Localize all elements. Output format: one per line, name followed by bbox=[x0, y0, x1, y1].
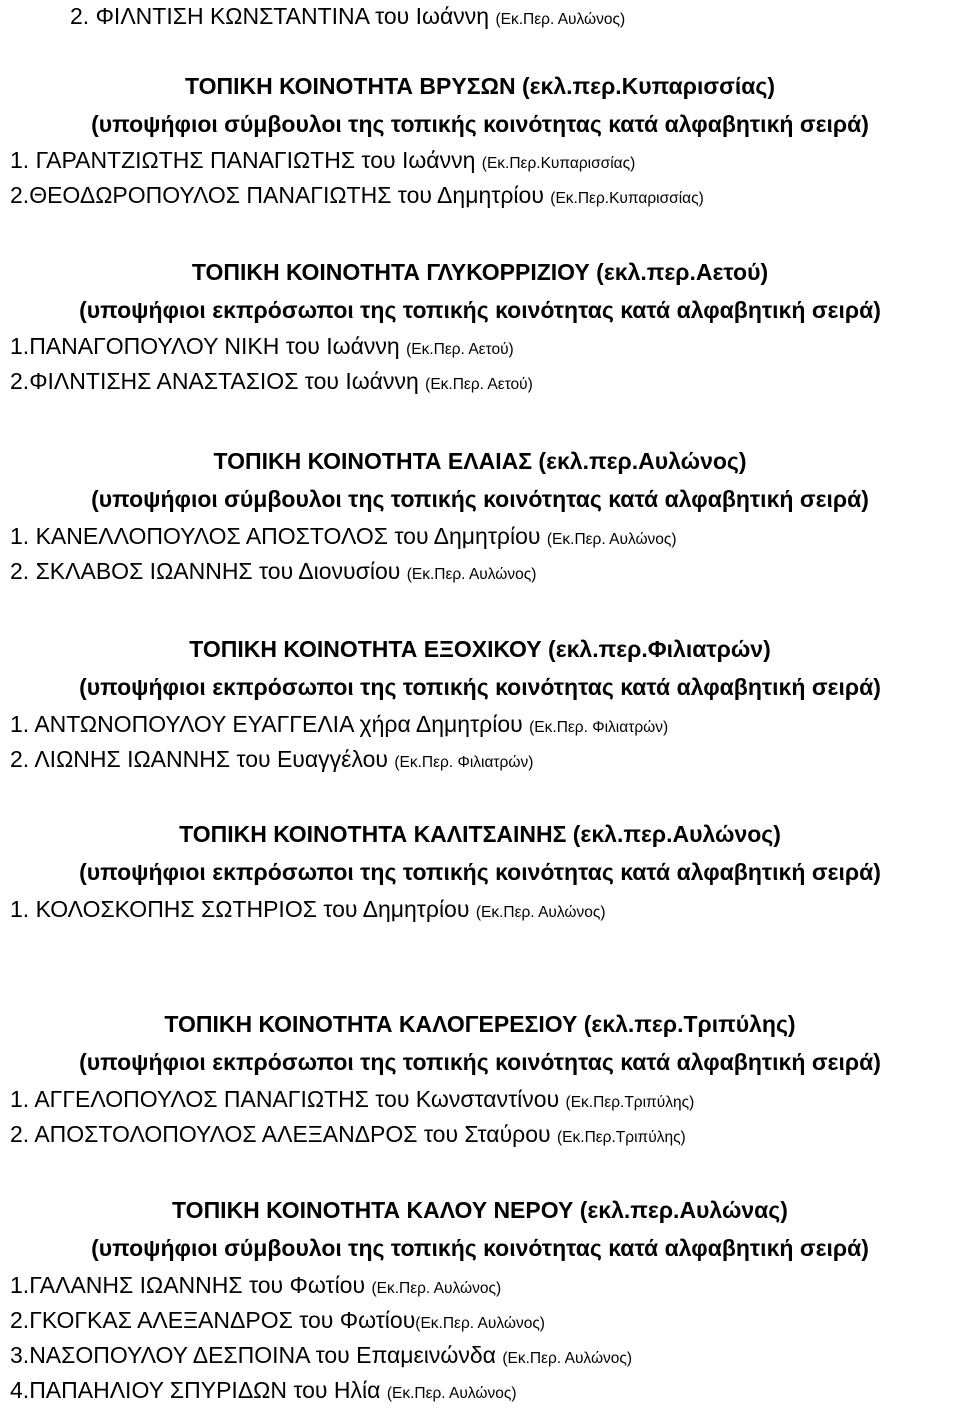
section-title: ΤΟΠΙΚΗ ΚΟΙΝΟΤΗΤΑ ΚΑΛΙΤΣΑΙΝΗΣ (εκλ.περ.Αυλώνος) bbox=[179, 821, 781, 847]
list-item: 2. ΦΙΛΝΤΙΣΗ ΚΩΝΣΤΑΝΤΙΝΑ του Ιωάννη (Εκ.Περ. Αυλώνος) bbox=[70, 3, 626, 29]
list-item: 2.ΦΙΛΝΤΙΣΗΣ ΑΝΑΣΤΑΣΙΟΣ του Ιωάννη (Εκ.Περ. Αετού) bbox=[10, 368, 533, 394]
section-title: ΤΟΠΙΚΗ ΚΟΙΝΟΤΗΤΑ ΕΛΑΙΑΣ (εκλ.περ.Αυλώνος) bbox=[213, 448, 747, 474]
section-title: ΤΟΠΙΚΗ ΚΟΙΝΟΤΗΤΑ ΒΡΥΣΩΝ (εκλ.περ.Κυπαρισσίας) bbox=[184, 73, 776, 99]
list-item: 1. ΑΓΓΕΛΟΠΟΥΛΟΣ ΠΑΝΑΓΙΩΤΗΣ του Κωνσταντίνου (Εκ.Περ.Τριπύλης) bbox=[10, 1086, 695, 1112]
list-item: 1.ΓΑΛΑΝΗΣ ΙΩΑΝΝΗΣ του Φωτίου (Εκ.Περ. Αυλώνος) bbox=[10, 1272, 502, 1298]
list-item: 1.ΠΑΝΑΓΟΠΟΥΛΟΥ ΝΙΚΗ του Ιωάννη (Εκ.Περ. Αετού) bbox=[10, 333, 514, 359]
section-title: ΤΟΠΙΚΗ ΚΟΙΝΟΤΗΤΑ ΕΞΟΧΙΚΟΥ (εκλ.περ.Φιλιατρών) bbox=[189, 636, 771, 662]
section-subtitle: (υποψήφιοι εκπρόσωποι της τοπικής κοινότητας κατά αλφαβητική σειρά) bbox=[79, 674, 881, 700]
list-item: 2. ΛΙΩΝΗΣ ΙΩΑΝΝΗΣ του Ευαγγέλου (Εκ.Περ. Φιλιατρών) bbox=[10, 746, 534, 772]
section-title: ΤΟΠΙΚΗ ΚΟΙΝΟΤΗΤΑ ΚΑΛΟΥ ΝΕΡΟΥ (εκλ.περ.Αυλώνας) bbox=[172, 1197, 788, 1223]
list-item: 2. ΑΠΟΣΤΟΛΟΠΟΥΛΟΣ ΑΛΕΞΑΝΔΡΟΣ του Σταύρου (Εκ.Περ.Τριπύλης) bbox=[10, 1121, 686, 1147]
section-subtitle: (υποψήφιοι εκπρόσωποι της τοπικής κοινότητας κατά αλφαβητική σειρά) bbox=[79, 297, 881, 323]
list-item: 1. ΓΑΡΑΝΤΖΙΩΤΗΣ ΠΑΝΑΓΙΩΤΗΣ του Ιωάννη (Εκ.Περ.Κυπαρισσίας) bbox=[10, 147, 636, 173]
list-item: 1. ΚΑΝΕΛΛΟΠΟΥΛΟΣ ΑΠΟΣΤΟΛΟΣ του Δημητρίου (Εκ.Περ. Αυλώνος) bbox=[10, 523, 677, 549]
section-title: ΤΟΠΙΚΗ ΚΟΙΝΟΤΗΤΑ ΚΑΛΟΓΕΡΕΣΙΟΥ (εκλ.περ.Τριπύλης) bbox=[164, 1011, 796, 1037]
section-subtitle: (υποψήφιοι εκπρόσωποι της τοπικής κοινότητας κατά αλφαβητική σειρά) bbox=[79, 1049, 881, 1075]
section-subtitle: (υποψήφιοι σύμβουλοι της τοπικής κοινότητας κατά αλφαβητική σειρά) bbox=[91, 486, 869, 512]
list-item: 2. ΣΚΛΑΒΟΣ ΙΩΑΝΝΗΣ του Διονυσίου (Εκ.Περ. Αυλώνος) bbox=[10, 558, 537, 584]
list-item: 1. ΚΟΛΟΣΚΟΠΗΣ ΣΩΤΗΡΙΟΣ του Δημητρίου (Εκ.Περ. Αυλώνος) bbox=[10, 896, 606, 922]
list-item: 3.ΝΑΣΟΠΟΥΛΟΥ ΔΕΣΠΟΙΝΑ του Επαμεινώνδα (Εκ.Περ. Αυλώνος) bbox=[10, 1342, 633, 1368]
list-item: 1. ΑΝΤΩΝΟΠΟΥΛΟΥ ΕΥΑΓΓΕΛΙΑ χήρα Δημητρίου (Εκ.Περ. Φιλιατρών) bbox=[10, 711, 669, 737]
list-item: 4.ΠΑΠΑΗΛΙΟΥ ΣΠΥΡΙΔΩΝ του Ηλία (Εκ.Περ. Αυλώνος) bbox=[10, 1377, 517, 1403]
section-subtitle: (υποψήφιοι εκπρόσωποι της τοπικής κοινότητας κατά αλφαβητική σειρά) bbox=[79, 859, 881, 885]
section-title: ΤΟΠΙΚΗ ΚΟΙΝΟΤΗΤΑ ΓΛΥΚΟΡΡΙΖΙΟΥ (εκλ.περ.Αετού) bbox=[191, 259, 769, 285]
list-item: 2.ΘΕΟΔΩΡΟΠΟΥΛΟΣ ΠΑΝΑΓΙΩΤΗΣ του Δημητρίου (Εκ.Περ.Κυπαρισσίας) bbox=[10, 182, 704, 208]
section-subtitle: (υποψήφιοι σύμβουλοι της τοπικής κοινότητας κατά αλφαβητική σειρά) bbox=[91, 1235, 869, 1261]
section-subtitle: (υποψήφιοι σύμβουλοι της τοπικής κοινότητας κατά αλφαβητική σειρά) bbox=[91, 111, 869, 137]
list-item: 2.ΓΚΟΓΚΑΣ ΑΛΕΞΑΝΔΡΟΣ του Φωτίου(Εκ.Περ. Αυλώνος) bbox=[10, 1307, 545, 1333]
